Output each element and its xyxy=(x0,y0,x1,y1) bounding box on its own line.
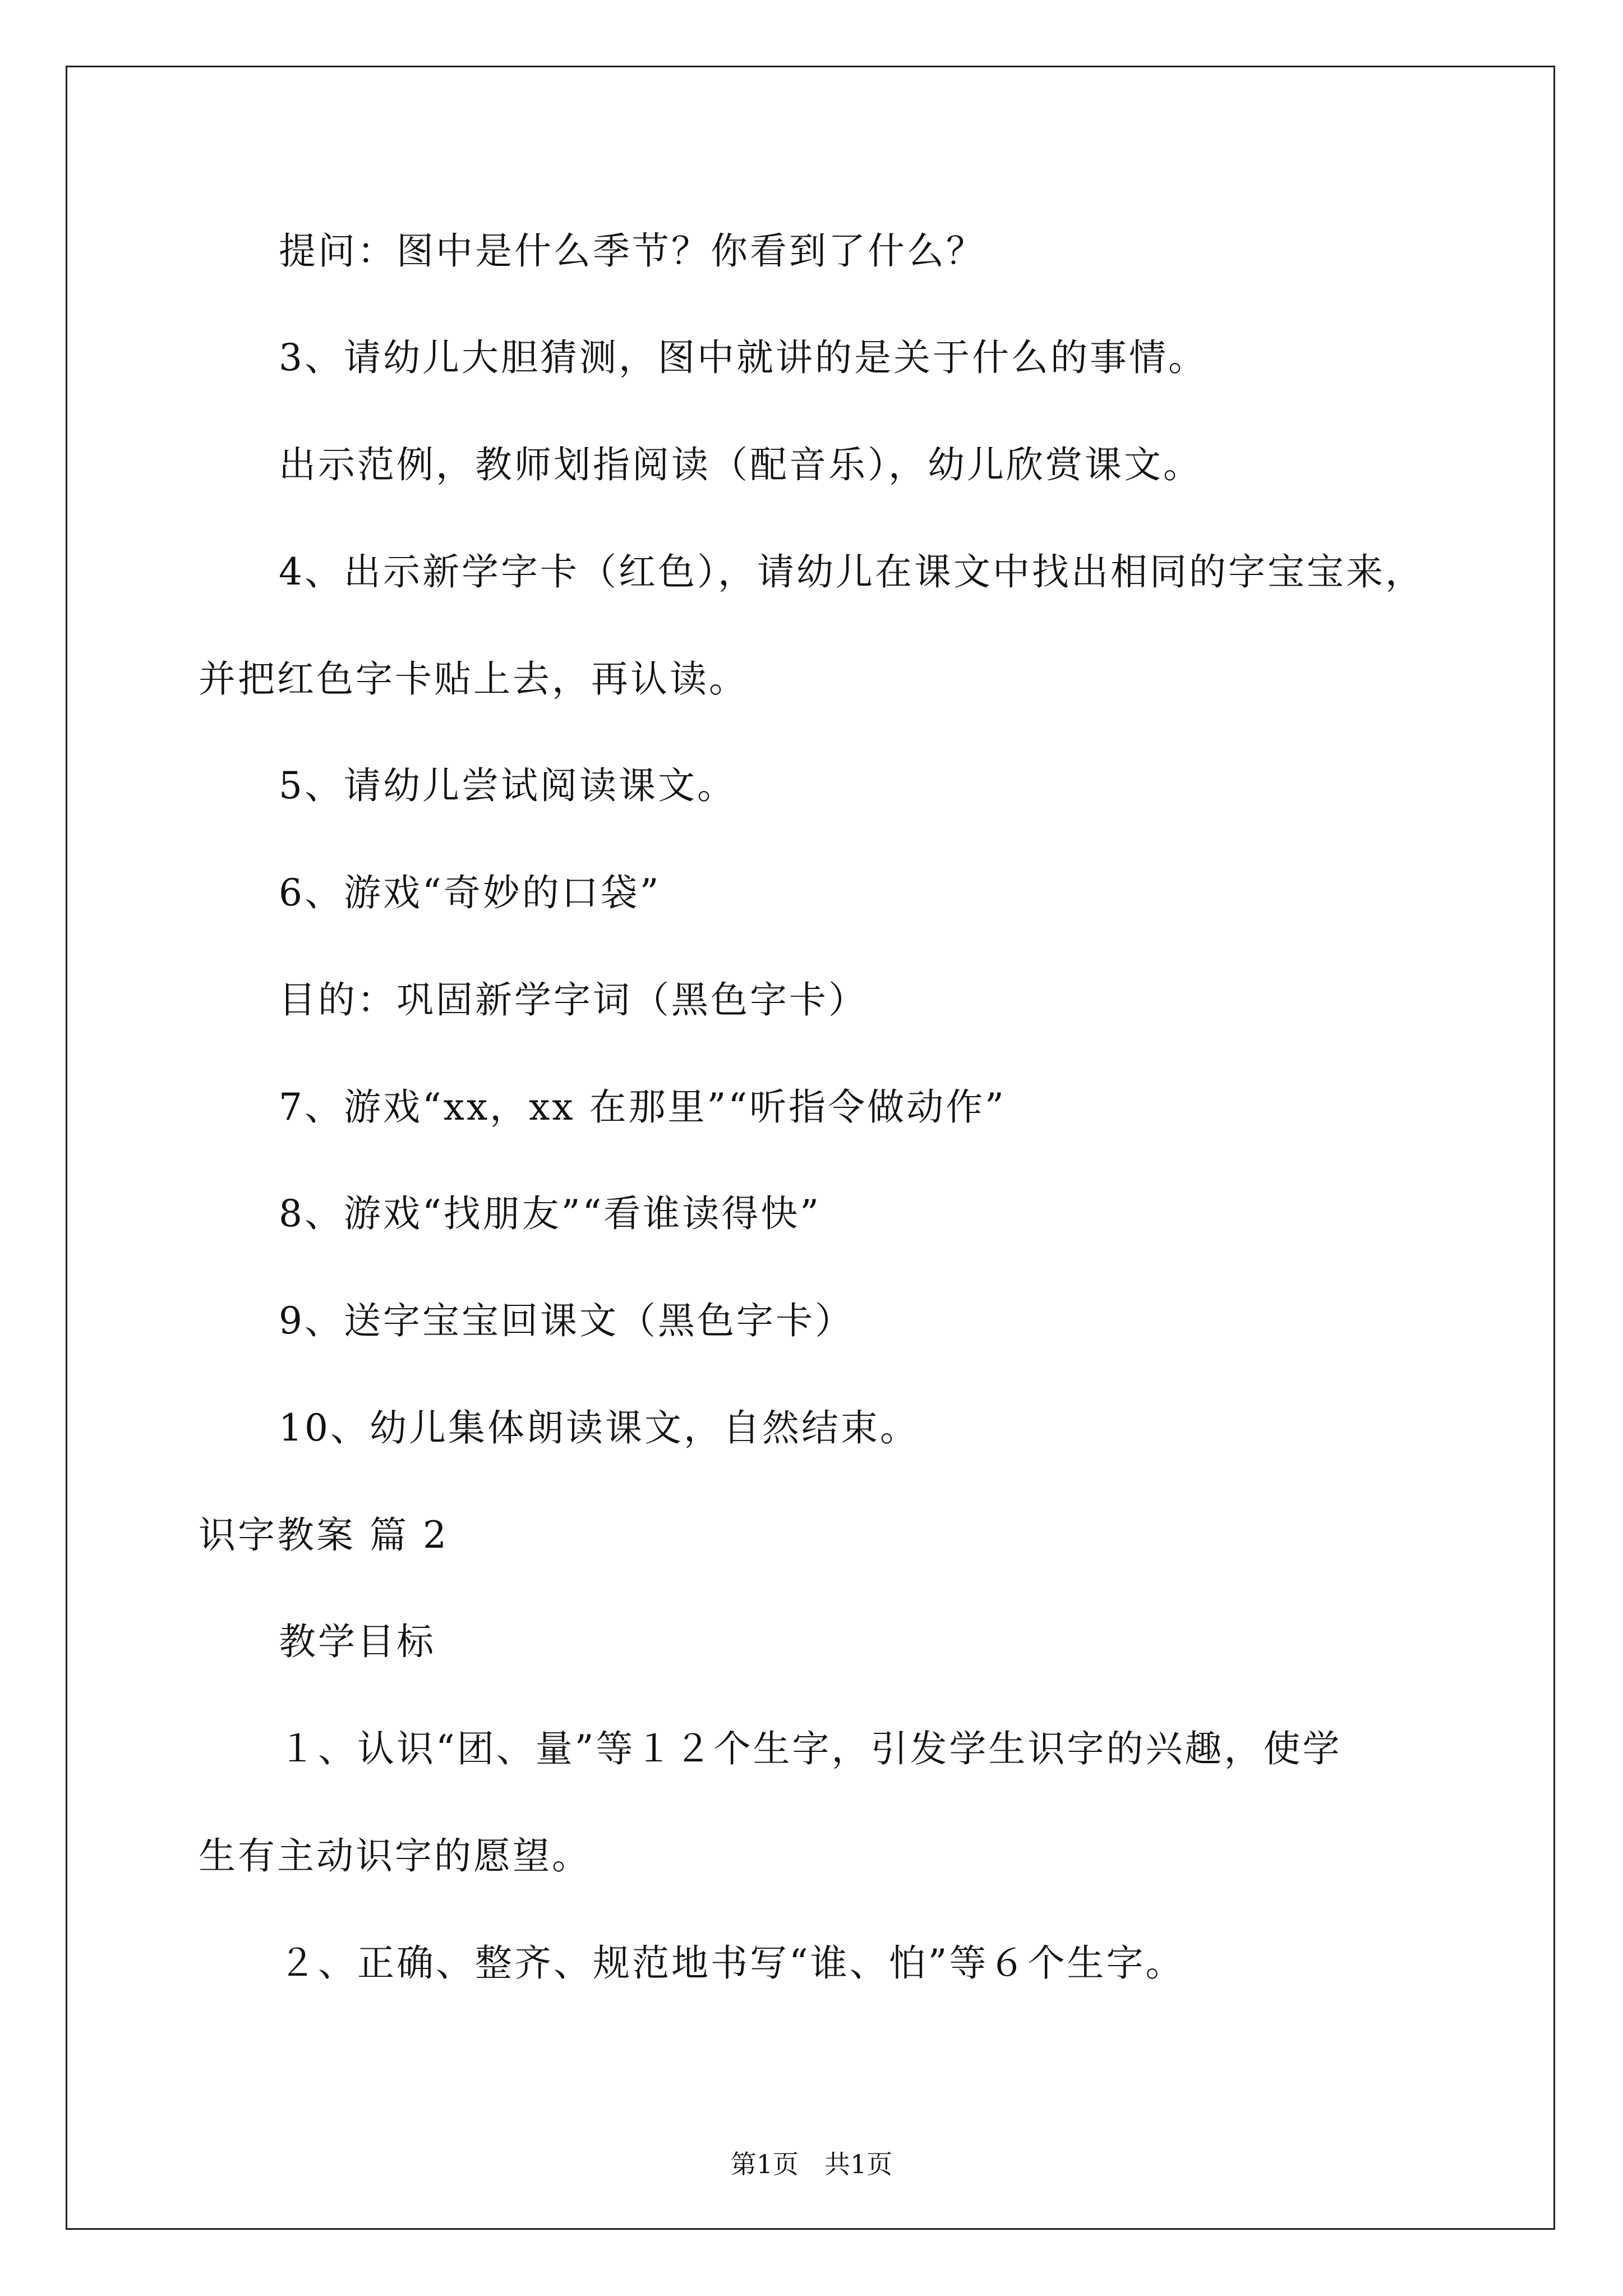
objectives-heading: 教学目标 xyxy=(279,1620,436,1663)
objective-2-line: ２、正确、整齐、规范地书写“谁、怕”等６个生字。 xyxy=(279,1941,1185,1985)
step-4-continuation: 并把红色字卡贴上去，再认读。 xyxy=(199,657,748,701)
step-6-line: 6、游戏“奇妙的口袋” xyxy=(279,871,661,914)
demo-line: 出示范例，教师划指阅读（配音乐），幼儿欣赏课文。 xyxy=(279,443,1202,486)
step-5-line: 5、请幼儿尝试阅读课文。 xyxy=(279,764,736,807)
step-10-line: 10、幼儿集体朗读课文，自然结束。 xyxy=(279,1406,919,1450)
step-7-line: 7、游戏“xx，xx 在那里”“听指令做动作” xyxy=(279,1085,1006,1129)
purpose-line: 目的：巩固新学字词（黑色字卡） xyxy=(279,978,868,1022)
step-3-line: 3、请幼儿大胆猜测，图中就讲的是关于什么的事情。 xyxy=(279,336,1207,379)
step-4-line: 4、出示新学字卡（红色），请幼儿在课文中找出相同的字宝宝来， xyxy=(279,550,1424,593)
objective-1-line: １、认识“团、量”等１２个生字，引发学生识字的兴趣，使学 xyxy=(279,1727,1342,1770)
section-heading: 识字教案 篇 2 xyxy=(199,1513,449,1557)
objective-1-continuation: 生有主动识字的愿望。 xyxy=(199,1834,591,1878)
step-8-line: 8、游戏“找朋友”“看谁读得快” xyxy=(279,1192,821,1235)
page-border xyxy=(66,66,1555,2230)
question-line: 提问：图中是什么季节？你看到了什么？ xyxy=(279,229,985,273)
step-9-line: 9、送字宝宝回课文（黑色字卡） xyxy=(279,1299,854,1342)
page-footer: 第1页 共1页 xyxy=(730,2149,893,2179)
